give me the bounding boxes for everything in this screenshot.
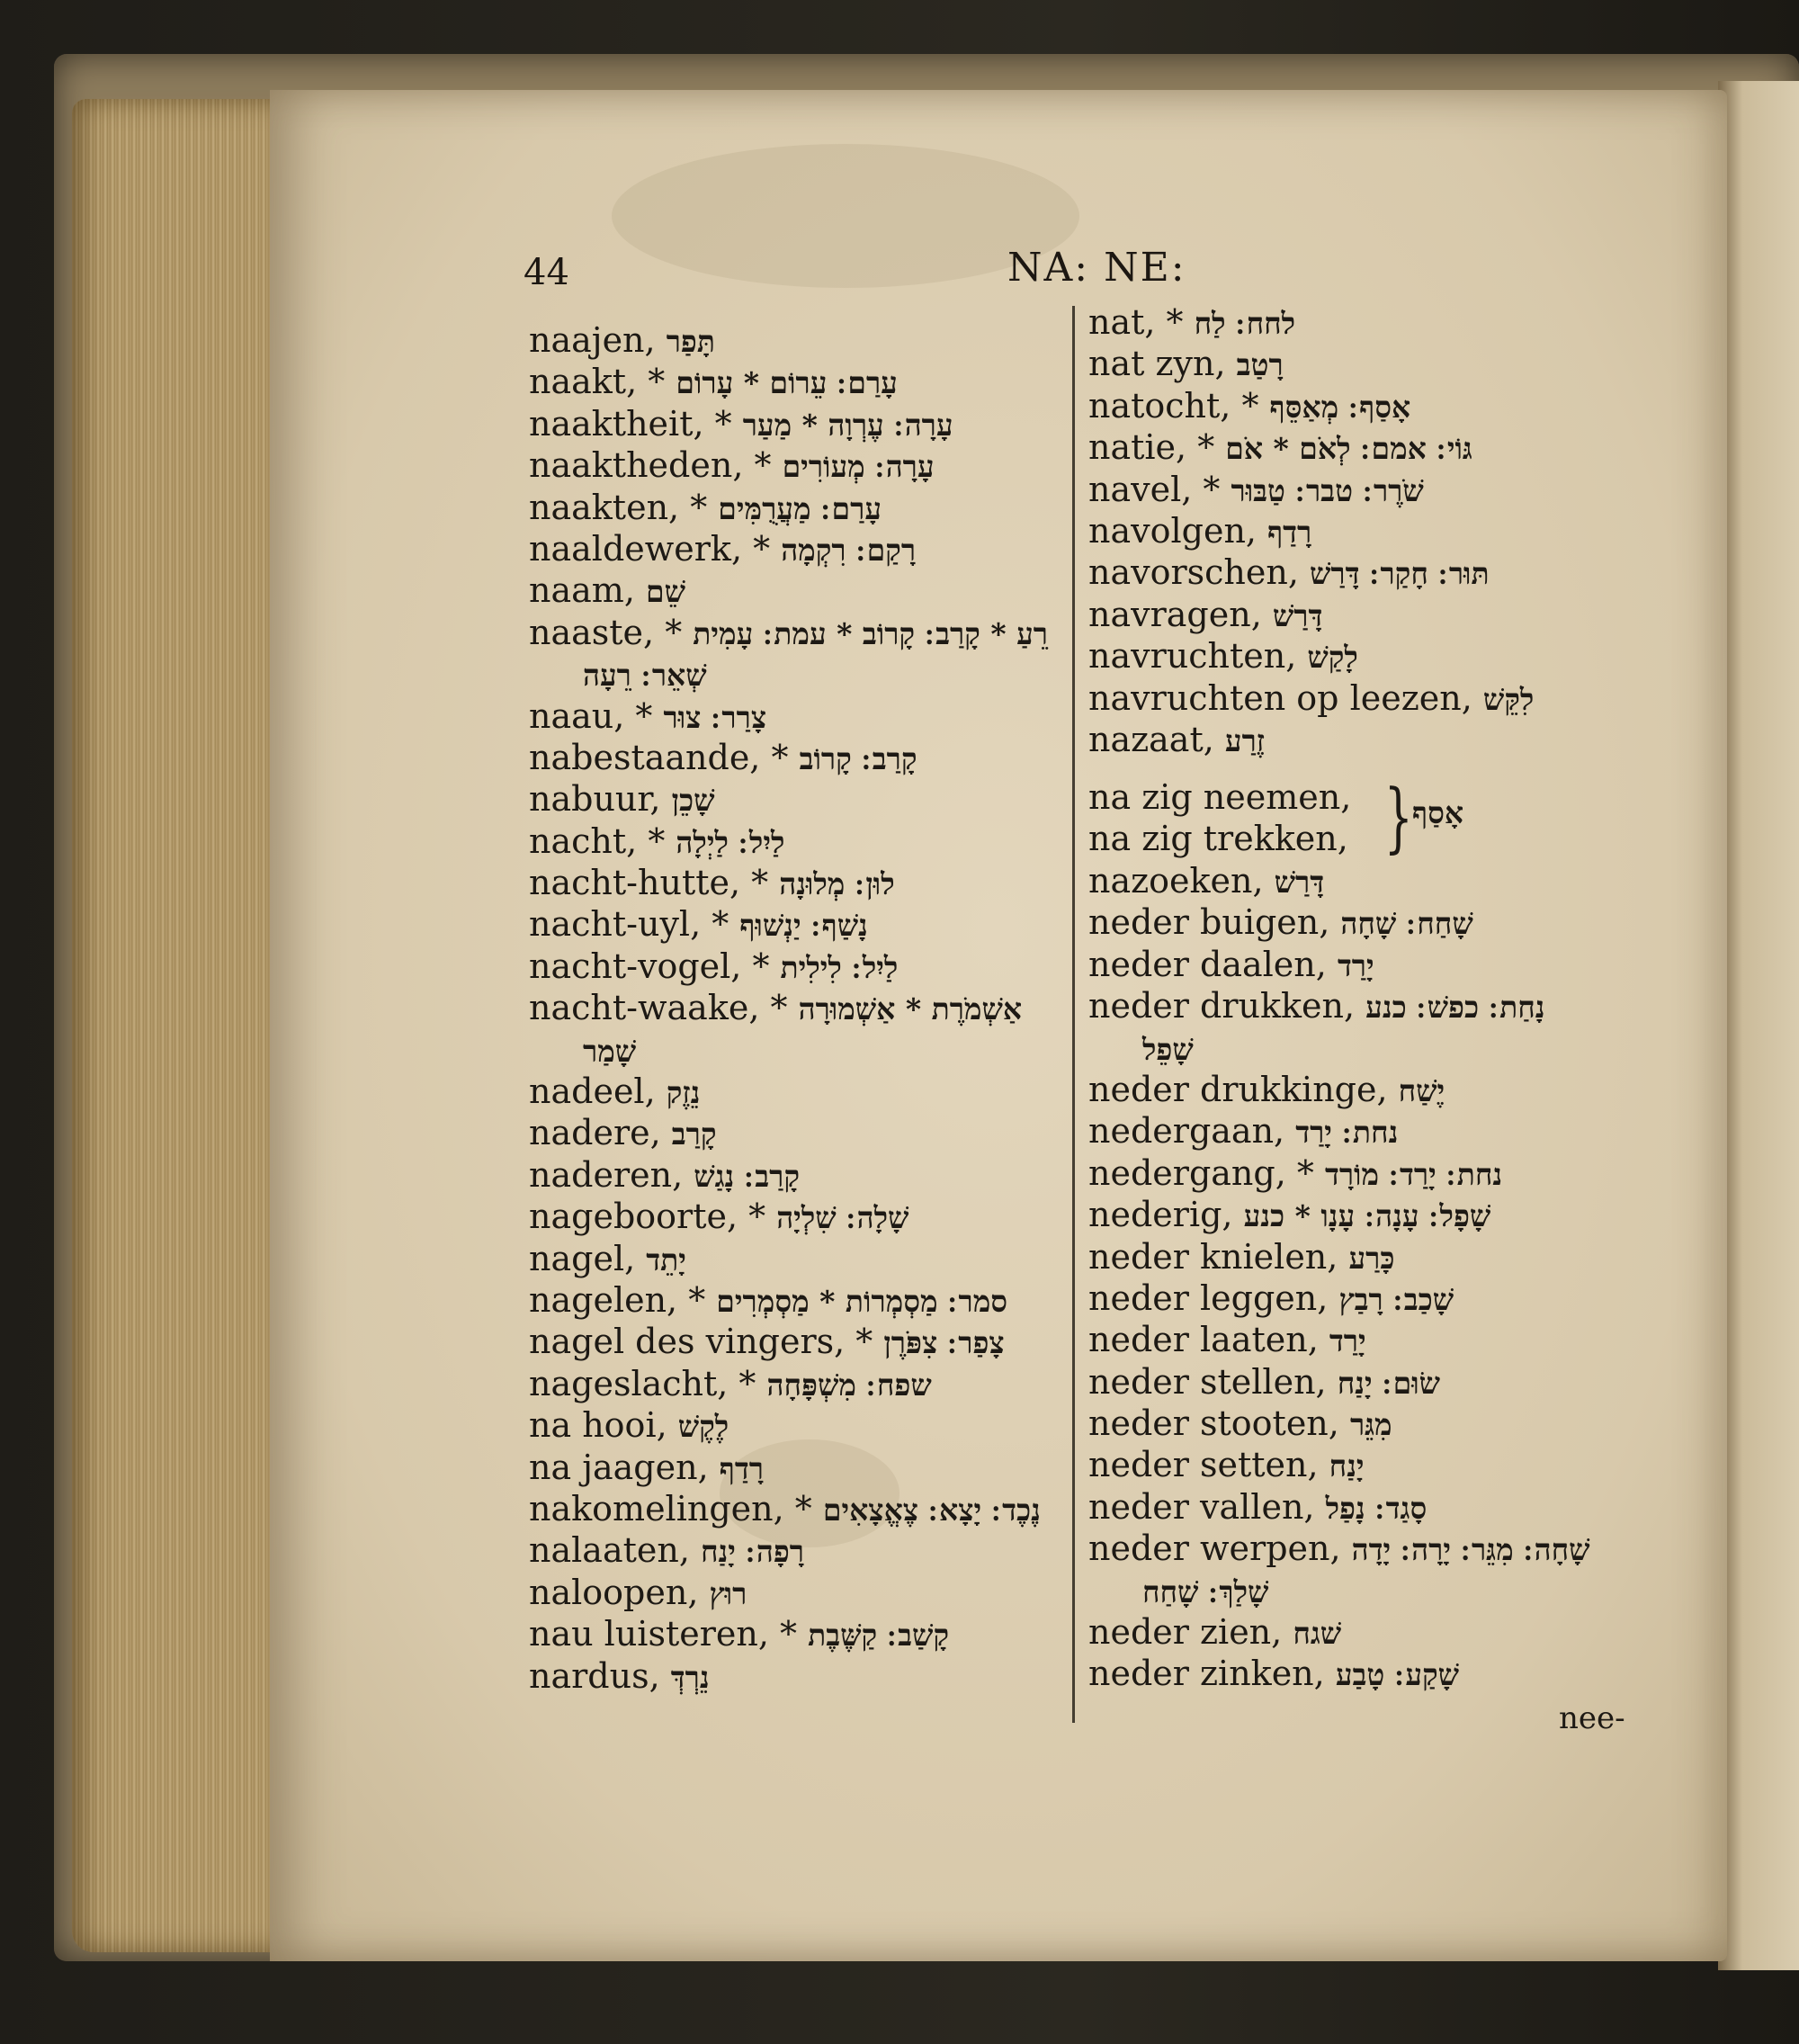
hebrew-equivalent: נֵרְדְּ	[670, 1659, 710, 1695]
dictionary-entry	[529, 1279, 1060, 1321]
hebrew-equivalent: קָשַׁב ׃ קַשֶּׁבֶת	[808, 1618, 950, 1654]
dictionary-entry	[529, 1613, 1060, 1654]
dutch-term: nau luisteren, *	[529, 1614, 809, 1654]
dictionary-entry	[529, 737, 1060, 778]
dictionary-entry	[529, 903, 1060, 945]
hebrew-equivalent: סָגַד ׃ נָפַל	[1325, 1490, 1428, 1526]
hebrew-equivalent: נחת ׃ יָרַד	[1295, 1115, 1399, 1151]
dutch-term: nedergaan,	[1088, 1111, 1296, 1152]
hebrew-equivalent: רוּץ	[709, 1575, 747, 1611]
hebrew-equivalent: שָׁלָה ׃ שִׁלְיָה	[776, 1200, 909, 1236]
dutch-term: natocht, *	[1088, 385, 1270, 426]
dictionary-entry	[529, 1029, 1060, 1071]
hebrew-equivalent: מִגֵּר	[1349, 1407, 1392, 1443]
dutch-term: nardus,	[529, 1655, 671, 1696]
hebrew-equivalent: רֵעַ * קָרַב ׃ קָרוֹב * עמת ׃ עָמִית	[693, 615, 1048, 651]
dictionary-entry	[529, 1488, 1060, 1529]
dictionary-entry	[529, 820, 1060, 862]
dictionary-entry	[529, 612, 1060, 653]
dictionary-entry	[1088, 1236, 1646, 1278]
page-edges	[72, 99, 288, 1952]
dictionary-entry	[529, 1447, 1060, 1488]
dutch-term: nedergang, *	[1088, 1152, 1325, 1193]
dictionary-entry	[1088, 1194, 1646, 1235]
dutch-term: na jaagen,	[529, 1447, 720, 1487]
hebrew-equivalent: נחת ׃ יָרַד ׃ מוֹרָד	[1324, 1156, 1503, 1192]
hebrew-equivalent: יֶשַׁח	[1398, 1072, 1445, 1108]
dutch-term: naaktheden, *	[529, 445, 783, 486]
hebrew-equivalent: שְׁאֵר ׃ רֵעָה	[583, 658, 707, 694]
hebrew-equivalent: גּוֹי ׃ אמם ׃ לְאֹם * אֹם	[1225, 431, 1472, 467]
dutch-term: naloopen,	[529, 1572, 710, 1612]
dictionary-entry	[529, 1404, 1060, 1446]
hebrew-equivalent: רָקַם ׃ רִקְמָה	[781, 532, 917, 568]
page-number: 44	[524, 252, 569, 293]
dictionary-entry	[529, 1572, 1060, 1613]
dutch-term: nazaat,	[1088, 719, 1225, 759]
dictionary-entry	[1088, 469, 1646, 510]
dutch-term: nazoeken,	[1088, 861, 1275, 901]
hebrew-equivalent: שָׁפָל ׃ עָנָה ׃ עָנָו * כנע	[1243, 1198, 1491, 1234]
dutch-term: nederig,	[1088, 1195, 1244, 1235]
dictionary-entry	[1088, 677, 1646, 719]
dutch-term: nacht-vogel, *	[529, 946, 781, 986]
dutch-term: neder zinken,	[1088, 1654, 1336, 1694]
dictionary-entry	[1088, 944, 1646, 985]
hebrew-equivalent: יָרַד	[1337, 947, 1374, 983]
dictionary-entry	[1088, 343, 1646, 384]
hebrew-equivalent: כָּרַע	[1348, 1240, 1395, 1276]
dutch-term: naajen,	[529, 320, 667, 360]
dutch-term: nat, *	[1088, 302, 1195, 342]
hebrew-equivalent: דָּרַשׁ	[1272, 597, 1323, 633]
dictionary-entry	[1088, 635, 1646, 677]
dictionary-entry	[529, 946, 1060, 987]
hebrew-equivalent: יָרַד	[1329, 1323, 1366, 1359]
dictionary-entry	[529, 1363, 1060, 1404]
hebrew-equivalent: שָׁלַךְ ׃ שָׁחַח	[1142, 1573, 1269, 1609]
hebrew-equivalent: לוּן ׃ מְלוּנָה	[779, 866, 895, 902]
hebrew-equivalent: אָסַף	[1412, 795, 1464, 830]
dictionary-entry	[1088, 510, 1646, 551]
hebrew-equivalent: נֶכֶד ׃ יָצָא ׃ צֶאֱצָאִים	[822, 1492, 1041, 1528]
dictionary-entry	[1088, 301, 1646, 343]
dutch-term: nagel,	[529, 1238, 647, 1278]
dutch-term: naau, *	[529, 695, 664, 736]
dictionary-entry	[1088, 1403, 1646, 1444]
dutch-term: neder laaten,	[1088, 1320, 1329, 1360]
dictionary-entry	[1088, 1278, 1646, 1319]
dutch-term: nagelen, *	[529, 1279, 717, 1320]
dutch-term: naaste, *	[529, 612, 694, 652]
brace-symbol: }	[1383, 773, 1413, 861]
dictionary-entry	[1088, 1361, 1646, 1403]
dictionary-entry	[529, 1154, 1060, 1196]
hebrew-equivalent: זֶרַע	[1224, 722, 1265, 758]
dictionary-entry	[529, 361, 1060, 402]
dictionary-entry	[1088, 1611, 1646, 1653]
hebrew-equivalent: שָׁמַר	[583, 1033, 637, 1069]
hebrew-equivalent: צָפַר ׃ צִפֹּרֶן	[883, 1325, 1005, 1361]
dictionary-entry	[529, 862, 1060, 903]
right-column-top	[1088, 301, 1646, 760]
dutch-term: nacht-hutte, *	[529, 863, 780, 903]
dictionary-entry	[529, 1071, 1060, 1112]
hebrew-equivalent: שׁגח	[1293, 1616, 1342, 1652]
dutch-term: neder buigen,	[1088, 902, 1341, 943]
hebrew-equivalent: אָסַף ׃ מְאַסֵּף	[1269, 389, 1411, 425]
dictionary-entry	[1088, 1110, 1646, 1152]
dictionary-entry	[1088, 860, 1646, 901]
hebrew-equivalent: רָדַף	[1267, 514, 1312, 550]
dictionary-entry	[529, 1321, 1060, 1362]
dutch-term: nat zyn,	[1088, 344, 1237, 384]
dutch-term: naaldewerk, *	[529, 528, 782, 569]
hebrew-equivalent: עָרַם ׃ עֵרוֹם * עָרוֹם	[676, 365, 898, 401]
dictionary-entry	[529, 569, 1060, 611]
dutch-term: neder drukkinge,	[1088, 1069, 1399, 1109]
dutch-term: nadere,	[529, 1113, 672, 1153]
dutch-term: navruchten op leezen,	[1088, 677, 1483, 718]
hebrew-equivalent: לָקַשׁ	[1307, 640, 1358, 676]
dictionary-entry	[529, 1655, 1060, 1697]
hebrew-equivalent: שׂוּם ׃ יָנַח	[1337, 1365, 1441, 1401]
hebrew-equivalent: יָנַח	[1329, 1448, 1365, 1484]
dictionary-entry	[529, 987, 1060, 1028]
dictionary-entry	[529, 695, 1060, 737]
dutch-term: neder drukken,	[1088, 986, 1366, 1026]
running-head: NA: NE:	[1007, 245, 1186, 291]
hebrew-equivalent: לַיִל ׃ לַיְלָה	[676, 824, 785, 860]
dutch-term: neder leggen,	[1088, 1278, 1339, 1318]
hebrew-equivalent: שֵׁם	[645, 574, 685, 610]
dutch-term: nageslacht, *	[529, 1363, 767, 1403]
dutch-term: nagel des vingers, *	[529, 1322, 884, 1362]
dutch-term: nabestaande, *	[529, 737, 800, 777]
hebrew-equivalent: נָשַׁף ׃ יַנְשׁוּף	[739, 908, 868, 944]
dutch-term: nakomelingen, *	[529, 1488, 823, 1529]
dictionary-entry	[1088, 1027, 1646, 1069]
dutch-term: navorschen,	[1088, 552, 1311, 593]
dutch-term: nageboorte, *	[529, 1197, 777, 1237]
hebrew-equivalent: סמר ׃ מַסְמְרוֹת * מַסְמְרִים	[716, 1283, 1008, 1319]
dutch-term: neder knielen,	[1088, 1236, 1349, 1277]
dictionary-entry	[529, 1196, 1060, 1237]
facing-page-edge	[1718, 81, 1799, 1970]
hebrew-equivalent: יָתֵד	[646, 1242, 686, 1278]
dictionary-entry	[529, 403, 1060, 444]
hebrew-equivalent: שָׁחַח ׃ שָׁחָה	[1340, 906, 1473, 942]
left-column	[529, 319, 1060, 1697]
hebrew-equivalent: צָרַר ׃ צוּר	[663, 699, 767, 735]
hebrew-equivalent: רָדַף	[719, 1450, 764, 1486]
dutch-term: nadeel,	[529, 1071, 667, 1112]
hebrew-equivalent: קָרַב ׃ קָרוֹב	[799, 740, 917, 776]
dictionary-entry	[1088, 551, 1646, 593]
dictionary-entry	[529, 778, 1060, 820]
dictionary-entry	[1088, 1152, 1646, 1194]
dutch-term: naakt, *	[529, 362, 676, 402]
dutch-term: navolgen,	[1088, 510, 1268, 551]
dictionary-entry	[1088, 719, 1646, 760]
hebrew-equivalent: נֵזֶק	[666, 1075, 701, 1111]
dictionary-entry	[1088, 1444, 1646, 1485]
dutch-term: neder setten,	[1088, 1445, 1329, 1485]
dutch-term: neder zien,	[1088, 1612, 1293, 1653]
dutch-term: neder werpen,	[1088, 1529, 1352, 1569]
dutch-term: naam,	[529, 570, 646, 611]
catchword: nee-	[1559, 1700, 1625, 1736]
hebrew-equivalent: עָרַם ׃ מַעֲרֻמִּים	[718, 490, 882, 526]
hebrew-equivalent: תּוּר ׃ חָקַר ׃ דָּרַשׁ	[1310, 556, 1490, 592]
hebrew-equivalent: קָרַב ׃ נָגַשׁ	[694, 1158, 800, 1194]
hebrew-equivalent: שָׁחָה ׃ מִגֵּר ׃ יָרָה ׃ יָדָה	[1351, 1532, 1590, 1568]
dutch-term: nabuur,	[529, 779, 672, 820]
dutch-term: navel, *	[1088, 469, 1231, 509]
hebrew-equivalent: שָׁכֵן	[671, 783, 715, 819]
hebrew-equivalent: לִקֵּשׁ	[1482, 681, 1535, 717]
dictionary-entry	[1088, 1486, 1646, 1528]
hebrew-equivalent: נָחַת ׃ כפשׁ ׃ כנע	[1365, 990, 1545, 1026]
hebrew-equivalent: תָּפַר	[666, 324, 715, 359]
dutch-term: na hooi,	[529, 1405, 678, 1446]
hebrew-equivalent: לַיִל ׃ לִילִית	[780, 949, 899, 985]
dutch-term: naaktheit, *	[529, 403, 743, 444]
dutch-term: nalaaten,	[529, 1530, 701, 1571]
dutch-term: neder vallen,	[1088, 1486, 1326, 1527]
dictionary-entry	[529, 487, 1060, 528]
hebrew-equivalent: רָטַב	[1236, 347, 1284, 383]
dutch-term: natie, *	[1088, 427, 1226, 468]
dutch-term: nacht, *	[529, 820, 676, 861]
dutch-term: naderen,	[529, 1154, 694, 1195]
hebrew-equivalent: שֹׁרֶר ׃ טבר ׃ טַבּוּר	[1231, 472, 1424, 508]
hebrew-equivalent: עָרָה ׃ מְעוֹרִים	[782, 449, 935, 485]
dutch-term: navruchten,	[1088, 636, 1308, 677]
dictionary-entry	[1088, 901, 1646, 943]
brace-group	[1088, 773, 1493, 861]
dictionary-entry	[1088, 1653, 1646, 1694]
dictionary-entry	[1088, 1528, 1646, 1569]
hebrew-equivalent: שפח ׃ מִשְׁפָּחָה	[766, 1367, 932, 1403]
hebrew-equivalent: שָׁקַע ׃ טָבַע	[1335, 1657, 1460, 1693]
hebrew-equivalent: אַשְׁמֹרֶת * אַשְׁמוּרָה	[798, 991, 1023, 1027]
dictionary-entry	[1088, 426, 1646, 468]
hebrew-equivalent: קָרַב	[671, 1116, 717, 1152]
dictionary-entry	[529, 444, 1060, 486]
dutch-term: nacht-waake, *	[529, 988, 799, 1028]
dictionary-entry	[529, 319, 1060, 361]
dutch-term: neder daalen,	[1088, 944, 1338, 984]
hebrew-equivalent: דָּרַשׁ	[1274, 865, 1325, 900]
dictionary-entry	[529, 1238, 1060, 1279]
hebrew-equivalent: שָׁפֵל	[1142, 1031, 1194, 1067]
hebrew-equivalent: לֶקֶשׁ	[677, 1409, 729, 1445]
dictionary-entry	[1088, 1570, 1646, 1611]
dutch-term: neder stooten,	[1088, 1403, 1350, 1444]
dictionary-entry	[529, 653, 1060, 695]
dictionary-entry	[1088, 1069, 1646, 1110]
dictionary-entry	[1088, 594, 1646, 635]
dictionary-entry	[1088, 985, 1646, 1026]
page-header	[0, 245, 1799, 299]
hebrew-equivalent: עָרָה ׃ עֶרְוָה * מַעַר	[742, 407, 953, 443]
dutch-term: naakten, *	[529, 487, 719, 527]
dictionary-entry	[529, 528, 1060, 569]
dictionary-entry	[529, 1112, 1060, 1153]
hebrew-equivalent: שָׁכַב ׃ רָבַץ	[1338, 1281, 1454, 1317]
dutch-term: navragen,	[1088, 594, 1273, 634]
dutch-term: nacht-uyl, *	[529, 904, 740, 945]
brace-term: na zig trekken,	[1088, 819, 1348, 858]
dictionary-entry	[1088, 1319, 1646, 1360]
hebrew-equivalent: רָפָה ׃ יָנַח	[700, 1534, 805, 1570]
brace-term: na zig neemen,	[1088, 777, 1352, 817]
dutch-term: neder stellen,	[1088, 1361, 1338, 1402]
dictionary-entry	[529, 1529, 1060, 1571]
column-divider	[1072, 306, 1075, 1723]
dictionary-entry	[1088, 385, 1646, 426]
hebrew-equivalent: לחח ׃ לַח	[1194, 306, 1296, 341]
right-column-bottom	[1088, 860, 1646, 1695]
